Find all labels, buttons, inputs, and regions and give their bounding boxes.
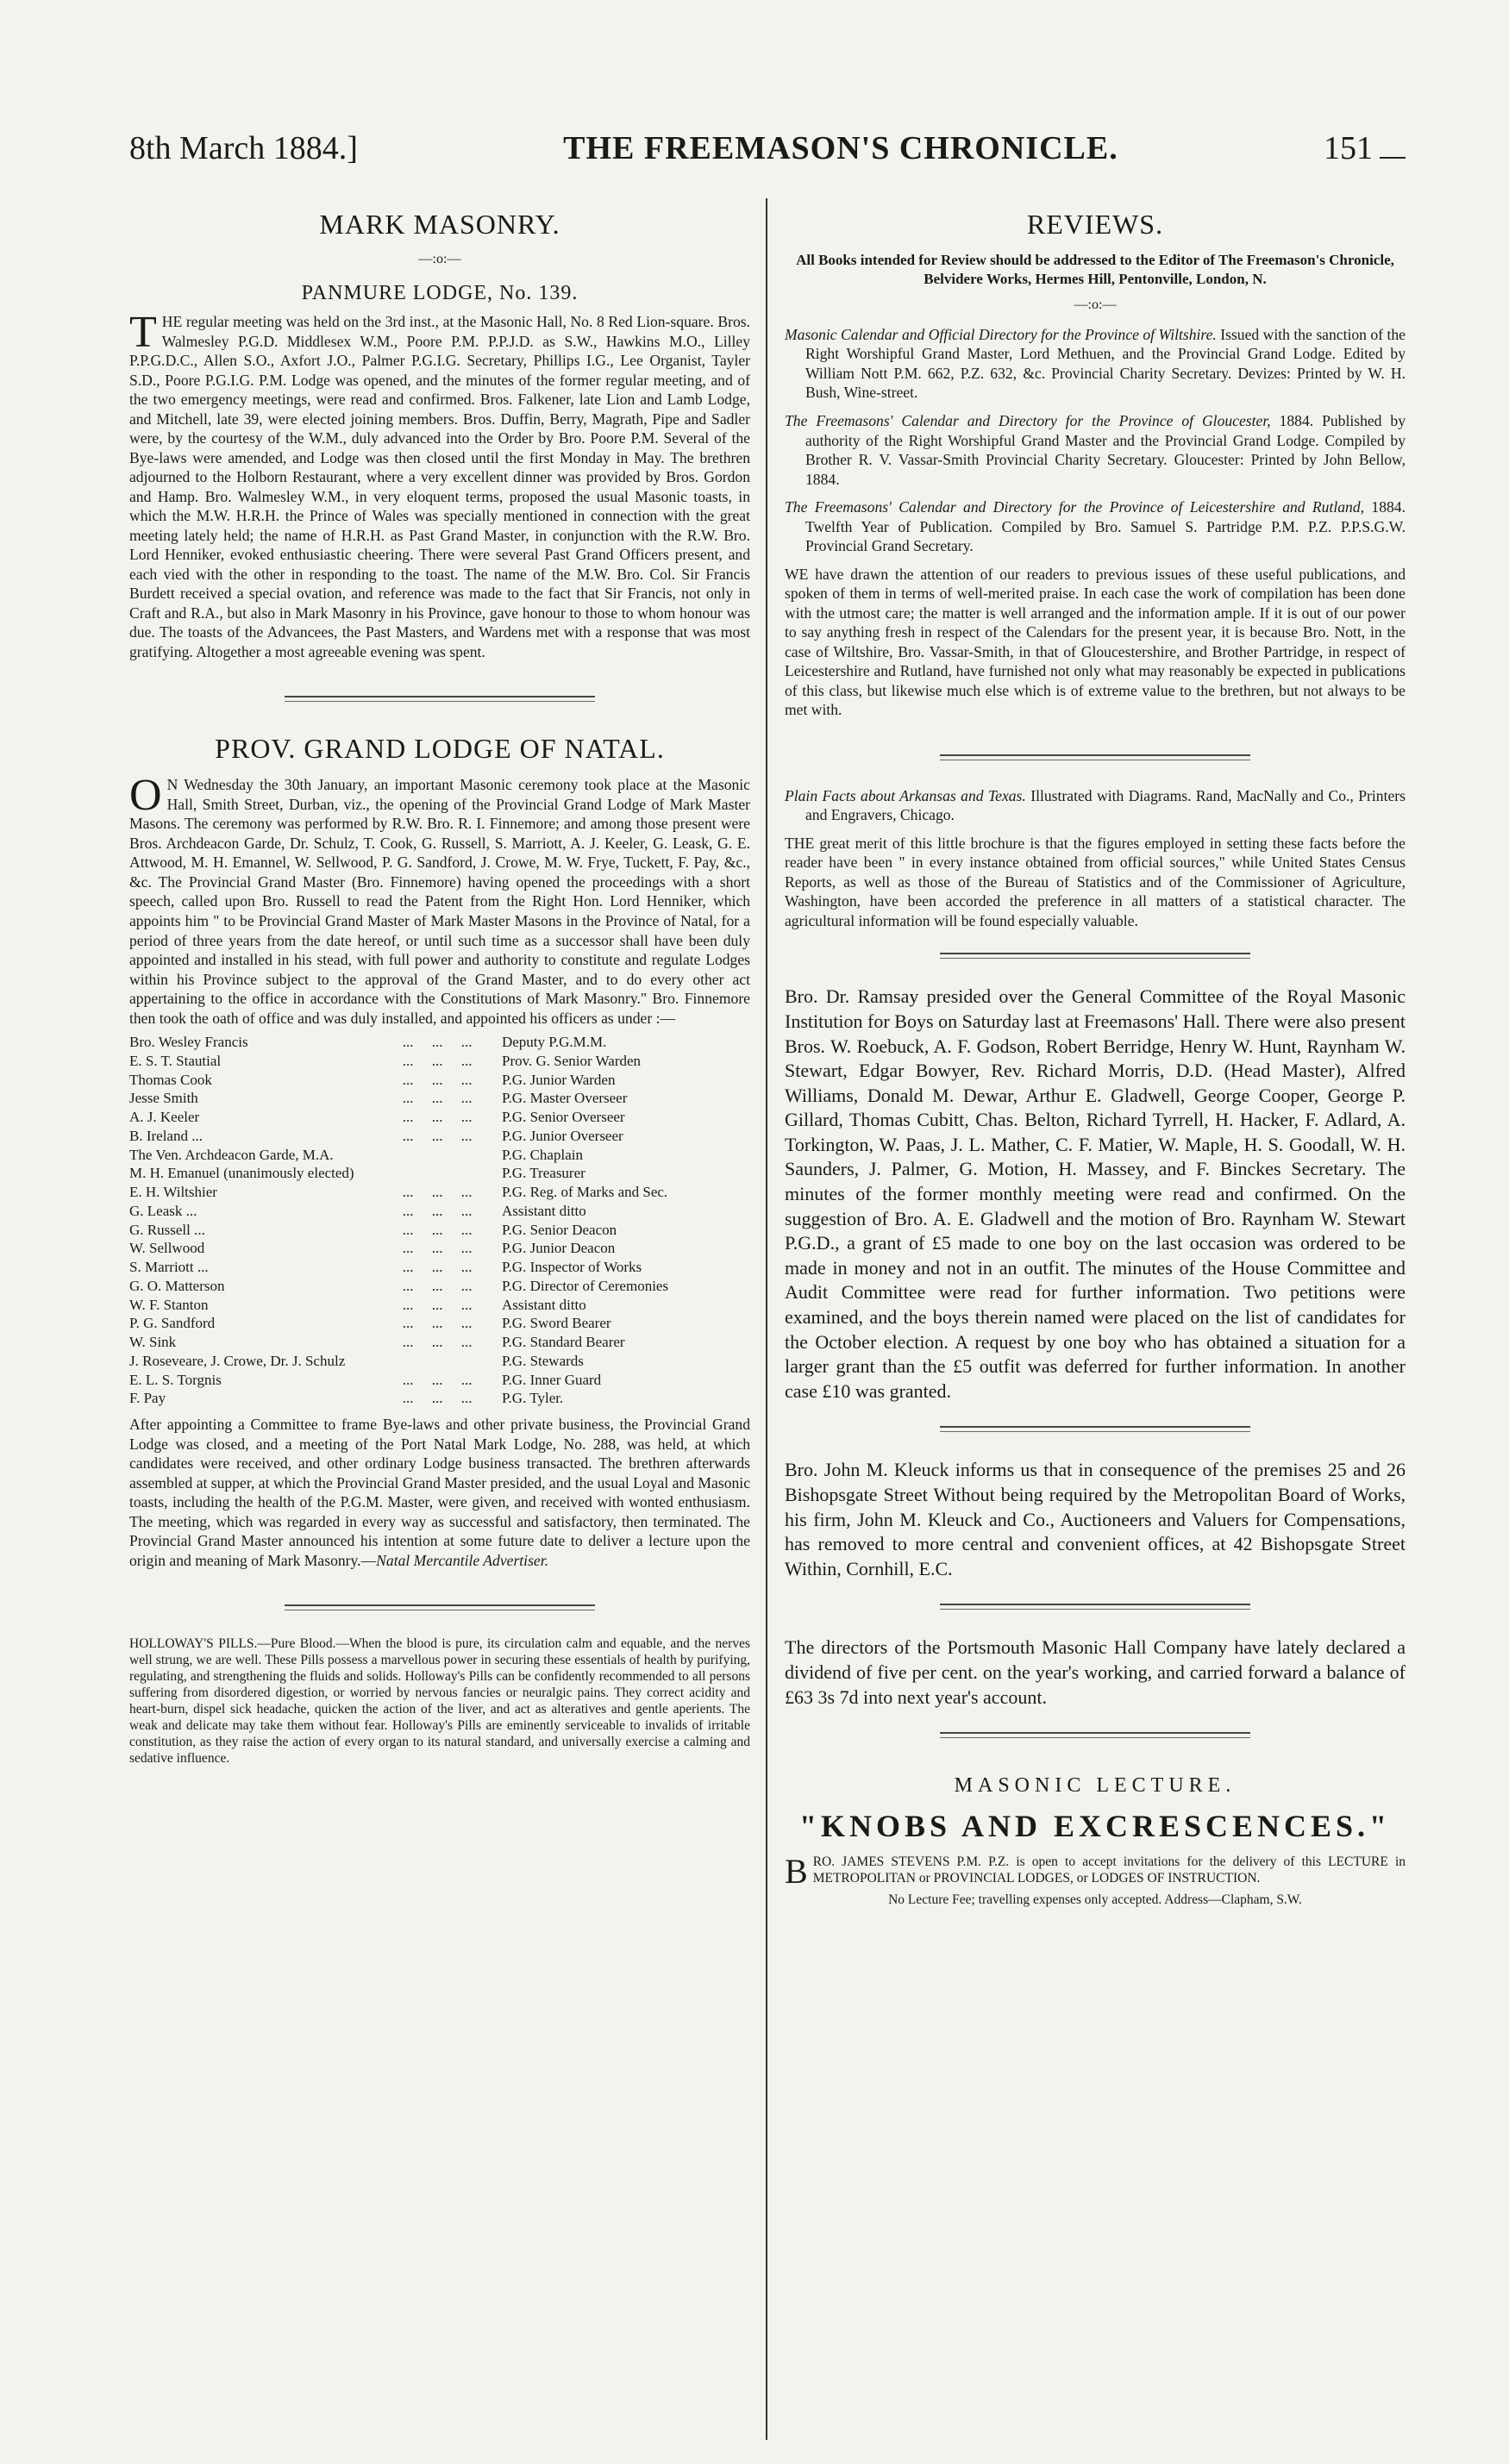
officer-name: A. J. Keeler: [129, 1109, 200, 1126]
officer-office: P.G. Treasurer: [501, 1165, 585, 1182]
review-text: WE have drawn the attention of our readers to previous issues of these useful publications, and spoken of them in terms of well-merited praise. In each case the work of compilation has been done with the utmost care; the matter is well arranged and the information ample. If it is out of our power to say anything fresh in respect of the Calendars for the present year, it is because Bro. Nott, in the case of Wiltshire, Bro. Vassar-Smith, in that of Gloucestershire, and Brother Partridge, in respect of Leicestershire and Rutland, have furnished not only what may reasonably be expected in publications of this class, but likewise much else which is of extreme value to the brethren, but not always to be met with.: [785, 565, 1406, 719]
officer-row: [129, 1183, 750, 1202]
lodge-report: THE regular meeting was held on the 3rd inst., at the Masonic Hall, No. 8 Red Lion-square. Bros. Walmesley P.G.D. Middlesex W.M., Poore P.M. P.P.J.D. as S.W., Hawkins M.O., Lilley P.P.G.D.C., Allen S.O., Axfort J.O., Palmer P.G.I.G. Secretary, Phillips I.G., Lee Organist, Tayler S.D., Poore P.G.I.G. P.M. Lodge was opened, and the minutes of the former regular meeting, and of the two emergency meetings, were read and confirmed. Bros. Falkener, late Lion and Lamb Lodge, and Mitchell, late 39, were elected joining members. Bros. Duffin, Berry, Magrath, Pipe and Sadler were, by the courtesy of the W.M., duly advanced into the Order by Bro. Poore P.M. Several of the Bye-laws were amended, and Lodge was then closed until the first Monday in May. The brethren adjourned to the Holborn Restaurant, where a very excellent dinner was provided by Bros. Gordon and Hamp. Bro. Walmesley W.M., in very eloquent terms, proposed the usual Masonic toasts, in which the M.W. H.R.H. the Prince of Wales was specially mentioned in connection with the great meeting lately held; the name of H.R.H. as Past Grand Master, in conjunction with the R.W. Bro. Lord Henniker, evoked enthusiastic cheering. There were several Past Grand Officers present, and each vied with the other in responding to the toast. The name of the M.W. Bro. Col. Sir Francis Burdett received a special ovation, and reference was made to the fact that Sir Francis, not only in Craft and R.A., but also in Mark Masonry in his Province, gave honour to those to whom honour was due. The toasts of the Advancees, the Past Masters, and Wardens met with a response that was most gratifying. Altogether a most agreeable evening was spent.: [129, 308, 750, 660]
officer-office: P.G. Standard Bearer: [501, 1334, 625, 1351]
officer-row: [129, 1239, 750, 1258]
officer-row: [129, 1371, 750, 1390]
officer-office: P.G. Stewards: [501, 1352, 584, 1369]
officer-office: P.G. Junior Warden: [501, 1071, 616, 1088]
officer-name: G. Russell ...: [129, 1221, 205, 1238]
right-column: [785, 198, 1406, 1914]
column-divider: [766, 198, 767, 2440]
drop-cap: O: [129, 771, 162, 821]
left-column: [129, 198, 750, 1772]
book-entry: The Freemasons' Calendar and Directory for the Province of Leicestershire and Rutland, 1884. Twelfth Year of Publication. Compiled by Bro. Samuel S. Partridge P.M. P.Z. P.P.S.G.W. Provincial Grand Secretary.: [785, 498, 1406, 555]
holloway-advert: HOLLOWAY'S PILLS.—Pure Blood.—When the blood is pure, its circulation calm and equable, and the nerves well strung, we are well. These Pills possess a marvellous power in securing these essentials of health by purifying, regulating, and strengthening the fluids and solids. Holloway's Pills can be confidently recommended to all persons suffering from disordered digestion, or worried by nervous fancies or neuralgic pains. They correct acidity and heart-burn, dispel sick headache, quicken the action of the liver, and act as alteratives and gentle aperients. The weak and delicate may take them without fear. Holloway's Pills are eminently serviceable to invalids of irritable constitution, as they raise the action of every organ to its natural standard, and universally exercise a calming and sedative influence.: [129, 1636, 750, 1766]
leader-dots: ... ... ...: [402, 1109, 473, 1126]
drop-cap: T: [129, 308, 157, 358]
lecture-title: "KNOBS AND EXCRESCENCES.": [798, 1808, 1392, 1843]
leader-dots: ... ... ...: [402, 1052, 473, 1069]
officer-name: E. S. T. Stautial: [129, 1052, 222, 1069]
officer-row: [129, 1314, 750, 1333]
leader-dots: ... ... ...: [402, 1202, 473, 1219]
officer-name: W. Sink: [129, 1334, 177, 1351]
officer-office: Assistant ditto: [501, 1296, 586, 1313]
ornament: —:o:—: [418, 251, 461, 266]
lecture-advert: BRO. JAMES STEVENS P.M. P.Z. is open to accept invitations for the delivery of this LECTURE in METROPOLITAN or PROVINCIAL LODGES, or LODGES OF INSTRUCTION.: [785, 1851, 1406, 1891]
reviews-note: All Books intended for Review should be addressed to the Editor of The Freemason's Chronicle, Belvidere Works, Hermes Hill, Pentonville, London, N.: [796, 251, 1394, 287]
issue-date: 8th March 1884.]: [129, 130, 358, 166]
leader-dots: ... ... ...: [402, 1221, 473, 1238]
separator-rule: [940, 1604, 1250, 1610]
officer-row: [129, 1089, 750, 1108]
officer-row: [129, 1052, 750, 1071]
officer-name: The Ven. Archdeacon Garde, M.A.: [129, 1146, 334, 1163]
officer-row: [129, 1108, 750, 1127]
separator-rule: [285, 696, 595, 702]
lodge-title: PANMURE LODGE, No. 139.: [301, 282, 579, 305]
officer-office: P.G. Master Overseer: [501, 1090, 628, 1107]
officer-row: [129, 1352, 750, 1371]
officer-office: Assistant ditto: [501, 1202, 586, 1219]
officer-office: P.G. Sword Bearer: [501, 1315, 611, 1332]
book-entry: Plain Facts about Arkansas and Texas. Illustrated with Diagrams. Rand, MacNally and Co., Printers and Engravers, Chicago.: [785, 786, 1406, 824]
officer-row: [129, 1146, 750, 1165]
book-entry: Masonic Calendar and Official Directory for the Province of Wiltshire. Issued with the sanction of the Right Worshipful Grand Master, Lord Methuen, and the Provincial Grand Lodge. Edited by William Nott P.M. 662, P.Z. 632, &c. Provincial Charity Secretary. Devizes: Printed by W. H. Bush, Wine-street.: [785, 325, 1406, 402]
leader-dots: ... ... ...: [402, 1240, 473, 1257]
officer-row: [129, 1202, 750, 1221]
officer-row: [129, 1164, 750, 1183]
leader-dots: ... ... ...: [402, 1090, 473, 1107]
leader-dots: ... ... ...: [402, 1184, 473, 1201]
officer-office: P.G. Director of Ceremonies: [501, 1277, 669, 1294]
header-dash: [1380, 157, 1406, 159]
officer-office: P.G. Chaplain: [501, 1146, 583, 1163]
officer-row: [129, 1127, 750, 1146]
leader-dots: ... ... ...: [402, 1296, 473, 1313]
officer-name: M. H. Emanuel (unanimously elected): [129, 1165, 354, 1182]
lecture-heading: MASONIC LECTURE.: [954, 1774, 1237, 1798]
leader-dots: ... ... ...: [402, 1315, 473, 1332]
leader-dots: ... ... ...: [402, 1259, 473, 1276]
leader-dots: ... ... ...: [402, 1390, 473, 1407]
officer-name: B. Ireland ...: [129, 1127, 203, 1144]
natal-report-continued: After appointing a Committee to frame Bye-laws and other private business, the Provincial Grand Lodge was closed, and a meeting of the Port Natal Mark Lodge, No. 288, was held, at which candidates were received, and other ordinary Lodge business transacted. The brethren afterwards assembled at supper, at which the Provincial Grand Master presided, and the usual Loyal and Masonic toasts, including the health of the P.G.M. Master, were given, and received with wonted enthusiasm. The meeting, which was regarded in every way as successful and satisfactory, then terminated. The Provincial Grand Master announced his intention at some future date to deliver a lecture upon the origin and meaning of Mark Masonry.—Natal Mercantile Advertiser.: [129, 1416, 750, 1569]
officer-office: P.G. Tyler.: [501, 1390, 564, 1407]
officer-name: S. Marriott ...: [129, 1259, 209, 1276]
officer-row: [129, 1389, 750, 1408]
publication-title: THE FREEMASON'S CHRONICLE.: [563, 130, 1118, 166]
officer-name: Thomas Cook: [129, 1071, 212, 1088]
ramsay-report: Bro. Dr. Ramsay presided over the General Committee of the Royal Masonic Institution for Boys on Saturday last at Freemasons' Hall. There were also present Bros. W. Roebuck, A. F. Godson, Robert Berridge, Henry W. Hunt, Raynham W. Stewart, Edgar Bowyer, Rev. Richard Morris, D.D. (Head Master), Alfred Williams, Donald M. Dewar, Arthur E. Gladwell, George Cooper, George P. Gillard, Thomas Cubitt, Chas. Belton, Richard Tyrrell, H. Hacker, F. Adlard, A. Torkington, W. Paas, J. L. Mather, C. F. Matier, W. Maple, H. S. Goodall, W. H. Saunders, J. Palmer, G. Motion, H. Massey, and F. Binckes Secretary. The minutes of the former monthly meeting were read and confirmed. On the suggestion of Bro. A. E. Gladwell and the motion of Bro. Raynham W. Stewart P.G.D., a grant of £5 made to one boy on the last occasion was ordered to be made in money and not in an outfit. The minutes of the House Committee and Audit Committee were read for further information. Two petitions were examined, and the boys therein named were placed on the list of candidates for the October election. A request by one boy who has obtained a situation for a larger grant than the £5 outfit was deferred for further information. In another case £10 was granted.: [785, 985, 1406, 1402]
drop-cap: B: [785, 1851, 808, 1891]
officer-row: [129, 1258, 750, 1277]
leader-dots: ... ... ...: [402, 1334, 473, 1351]
officer-office: P.G. Junior Deacon: [501, 1240, 616, 1257]
officer-name: Jesse Smith: [129, 1090, 198, 1107]
officer-office: P.G. Senior Overseer: [501, 1109, 625, 1126]
book-entry: The Freemasons' Calendar and Directory for the Province of Gloucester, 1884. Published by authority of the Right Worshipful Grand Master and the Provincial Grand Lodge. Compiled by Brother R. V. Vassar-Smith Provincial Charity Secretary. Gloucester: Printed by John Bellow, 1884.: [785, 411, 1406, 488]
officer-name: Bro. Wesley Francis: [129, 1034, 248, 1051]
kleuck-notice: Bro. John M. Kleuck informs us that in consequence of the premises 25 and 26 Bishopsgate Street Without being required by the Metropolitan Board of Works, his firm, John M. Kleuck and Co., Auctioneers and Valuers for Compensations, has removed to more central and convenient offices, at 42 Bishopsgate Street Within, Cornhill, E.C.: [785, 1459, 1406, 1579]
officer-row: [129, 1071, 750, 1090]
officer-name: W. Sellwood: [129, 1240, 205, 1257]
officer-name: F. Pay: [129, 1390, 166, 1407]
separator-rule: [940, 1426, 1250, 1432]
officer-row: [129, 1333, 750, 1352]
officer-row: [129, 1221, 750, 1240]
officer-office: Deputy P.G.M.M.: [501, 1034, 607, 1051]
officer-name: E. H. Wiltshier: [129, 1184, 217, 1201]
officer-name: G. Leask ...: [129, 1202, 197, 1219]
separator-rule: [940, 953, 1250, 959]
officer-office: P.G. Reg. of Marks and Sec.: [501, 1184, 668, 1201]
separator-rule: [940, 1732, 1250, 1738]
officer-row: [129, 1296, 750, 1315]
section-title-reviews: REVIEWS.: [1026, 209, 1164, 240]
section-title-mark-masonry: MARK MASONRY.: [319, 209, 560, 240]
source-credit: Natal Mercantile Advertiser.: [376, 1551, 549, 1569]
officer-name: G. O. Matterson: [129, 1277, 225, 1294]
officer-office: P.G. Senior Deacon: [501, 1221, 617, 1238]
officer-name: P. G. Sandford: [129, 1315, 216, 1332]
officer-office: Prov. G. Senior Warden: [501, 1052, 642, 1069]
officer-office: P.G. Inner Guard: [501, 1371, 602, 1388]
portsmouth-notice: The directors of the Portsmouth Masonic Hall Company have lately declared a dividend of five per cent. on the year's working, and carried forward a balance of £63 3s 7d into next year's account.: [785, 1636, 1406, 1708]
lecture-fee: No Lecture Fee; travelling expenses only accepted. Address—Clapham, S.W.: [888, 1892, 1302, 1907]
leader-dots: ... ... ...: [402, 1127, 473, 1144]
officer-office: P.G. Junior Overseer: [501, 1127, 623, 1144]
section-title-natal: PROV. GRAND LODGE OF NATAL.: [215, 733, 665, 765]
separator-rule: [285, 1604, 595, 1610]
officers-table: [129, 1033, 750, 1408]
leader-dots: ... ... ...: [402, 1071, 473, 1088]
leader-dots: [403, 1146, 502, 1165]
officer-row: [129, 1033, 750, 1052]
officer-name: E. L. S. Torgnis: [129, 1371, 222, 1388]
page-header: [129, 129, 1406, 174]
leader-dots: [403, 1352, 502, 1371]
page-number: 151: [1323, 130, 1373, 166]
officer-row: [129, 1277, 750, 1296]
newspaper-page: [129, 129, 1406, 1907]
officer-office: P.G. Inspector of Works: [501, 1259, 642, 1276]
separator-rule: [940, 754, 1250, 760]
leader-dots: ... ... ...: [402, 1034, 473, 1051]
natal-report: O N Wednesday the 30th January, an important Masonic ceremony took place at the Masonic Hall, Smith Street, Durban, viz., the opening of the Provincial Grand Lodge of Mark Master Masons. The ceremony was performed by R.W. Bro. R. I. Finnemore; and among those present were Bros. Archdeacon Garde, Dr. Schulz, T. Cook, G. Russell, S. Marriott, A. J. Keeler, G. Leask, G. E. Attwood, M. H. Emannel, W. Sellwood, P. G. Sandford, J. Crowe, M. W. Frye, Tuckett, F. Pay, &c., &c. The Provincial Grand Master (Bro. Finnemore) having opened the proceedings with a short speech, called upon Bro. Russell to read the Patent from the Right Hon. Lord Henniker, which appoints him " to be Provincial Grand Master of Mark Master Masons in the Province of Natal, for a period of three years from the date hereof, or until such time as a successor shall have been duly appointed and installed in his stead, with full power and authority to constitute and regulate Lodges within his Province subject to the approval of the Grand Master, and to do every other act appertaining to the office in accordance with the Constitutions of Mark Masonry." Bro. Finnemore then took the oath of office and was duly installed, and appointed his officers as under :—: [129, 771, 750, 1027]
officer-name: W. F. Stanton: [129, 1296, 209, 1313]
leader-dots: ... ... ...: [402, 1371, 473, 1388]
officer-name: J. Roseveare, J. Crowe, Dr. J. Schulz: [129, 1352, 346, 1369]
ornament: —:o:—: [1074, 297, 1117, 313]
book-review: THE great merit of this little brochure is that the figures employed in setting these facts before the reader have been " in every instance obtained from official sources," while United States Census Reports, as well as those of the Bureau of Statistics and of the Commissioner of Agriculture, Washington, have been accorded the preference in all matters of a statistical character. The agricultural information will be found especially valuable.: [785, 834, 1406, 929]
leader-dots: ... ... ...: [402, 1277, 473, 1294]
leader-dots: [403, 1164, 502, 1183]
